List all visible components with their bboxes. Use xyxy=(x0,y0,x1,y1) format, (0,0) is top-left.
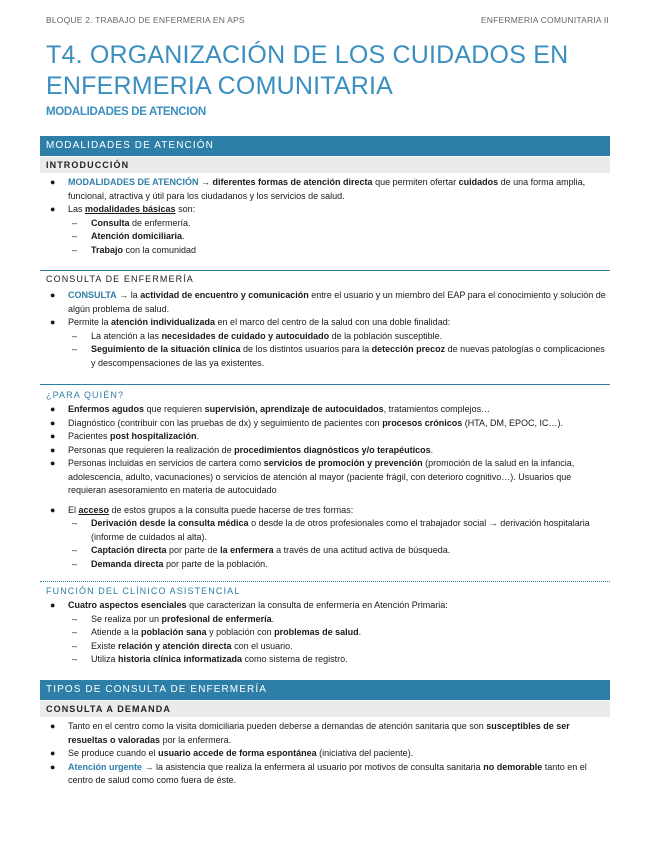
funcion-block xyxy=(46,599,606,667)
section-band-tipos: TIPOS DE CONSULTA DE ENFERMERÍA xyxy=(40,680,610,700)
header-right: ENFERMERIA COMUNITARIA II xyxy=(480,15,609,25)
sub-item: – Derivación desde la consulta médica o desde la de otros profesionales como el trabajador social → derivación hospitalaria (informe de cuidados al alta). xyxy=(72,518,590,542)
list-item: ● Personas incluidas en servicios de cartera como servicios de promoción y prevención (promoción de la salud en la infancia, adolescencia, adulto, vacunaciones) o servicios de atención al mayor (paciente frágil, con deterioro cognitivo…). Usuarios que requieran asesoramiento en materia de autocuidado xyxy=(50,458,575,495)
section-band-modalidades: MODALIDADES DE ATENCIÓN xyxy=(40,136,610,156)
para-quien-heading: ¿PARA QUIÉN? xyxy=(46,390,125,400)
sub-item: – Utiliza historia clínica informatizada como sistema de registro. xyxy=(72,654,348,664)
list-item: ● Permite la atención individualizada en el marco del centro de la salud con una doble finalidad: xyxy=(50,317,451,327)
demanda-heading: CONSULTA A DEMANDA xyxy=(40,701,610,717)
dotted-divider xyxy=(40,581,610,582)
sub-item: – Trabajo con la comunidad xyxy=(72,244,197,255)
sub-item: – Atención domiciliaria. xyxy=(72,231,185,241)
sub-item: – Atiende a la población sana y población con problemas de salud. xyxy=(72,627,362,637)
para-quien-block xyxy=(46,403,606,571)
list-item: ● Pacientes post hospitalización. xyxy=(50,431,200,441)
funcion-heading: FUNCIÓN DEL CLÍNICO ASISTENCIAL xyxy=(46,586,241,596)
sub-item: – Existe relación y atención directa con el usuario. xyxy=(72,640,293,651)
sub-item: – La atención a las necesidades de cuidado y autocuidado de la población susceptible. xyxy=(72,330,443,341)
list-item: ● Atención urgente → la asistencia que realiza la enfermera al usuario por motivos de consulta sanitaria no demorable tanto en el centro de salud como como fuera de éste. xyxy=(50,761,587,785)
sub-item: – Demanda directa por parte de la población. xyxy=(72,558,268,569)
list-item: ● Tanto en el centro como la visita domiciliaria pueden deberse a demandas de atención sanitaria que son susceptibles de ser resueltas o valoradas por la enfermera. xyxy=(50,721,570,745)
page-subtitle: MODALIDADES DE ATENCION xyxy=(46,106,206,118)
list-item: ● El acceso de estos grupos a la consulta puede hacerse de tres formas: xyxy=(50,504,354,515)
list-item: ● Enfermos agudos que requieren supervisión, aprendizaje de autocuidados, tratamientos complejos… xyxy=(50,404,491,414)
list-item: ● Personas que requieren la realización de procedimientos diagnósticos y/o terapéuticos. xyxy=(50,444,434,455)
list-item: ● CONSULTA → la actividad de encuentro y comunicación entre el usuario y un miembro del EAP para el conocimiento y solución de algún problema de salud. xyxy=(50,290,606,314)
list-item: ● Se produce cuando el usuario accede de forma espontánea (iniciativa del paciente). xyxy=(50,748,414,758)
intro-block xyxy=(46,176,606,257)
list-item: ● Cuatro aspectos esenciales que caracterizan la consulta de enfermería en Atención Primaria: xyxy=(50,600,448,610)
sub-item: – Captación directa por parte de la enfermera a través de una actitud activa de búsqueda. xyxy=(72,545,451,555)
header-left: BLOQUE 2. TRABAJO DE ENFERMERIA EN APS xyxy=(46,15,245,25)
sub-item: – Se realiza por un profesional de enfermería. xyxy=(72,613,275,624)
list-item: ● MODALIDADES DE ATENCIÓN → diferentes formas de atención directa que permiten ofertar cuidados de una forma amplia, funcional, atractiva y útil para los ciudadanos y los servicios de salud. xyxy=(50,177,586,201)
intro-heading: INTRODUCCIÓN xyxy=(40,157,610,173)
demanda-block xyxy=(46,720,606,788)
page-title: T4. ORGANIZACIÓN DE LOS CUIDADOS EN ENFERMERIA COMUNITARIA xyxy=(46,41,569,100)
sub-item: – Consulta de enfermería. xyxy=(72,217,191,228)
consulta-heading: CONSULTA DE ENFERMERÍA xyxy=(40,270,610,287)
list-item: ● Diagnóstico (contribuir con las pruebas de dx) y seguimiento de pacientes con procesos crónicos (HTA, DM, EPOC, IC…). xyxy=(50,417,564,428)
consulta-block xyxy=(46,289,606,370)
divider xyxy=(40,384,610,385)
list-item: ● Las modalidades básicas son: xyxy=(50,204,196,214)
sub-item: – Seguimiento de la situación clínica de los distintos usuarios para la detección precoz de nuevas patologías o complicaciones y descompensaciones de las ya existentes. xyxy=(72,344,605,368)
